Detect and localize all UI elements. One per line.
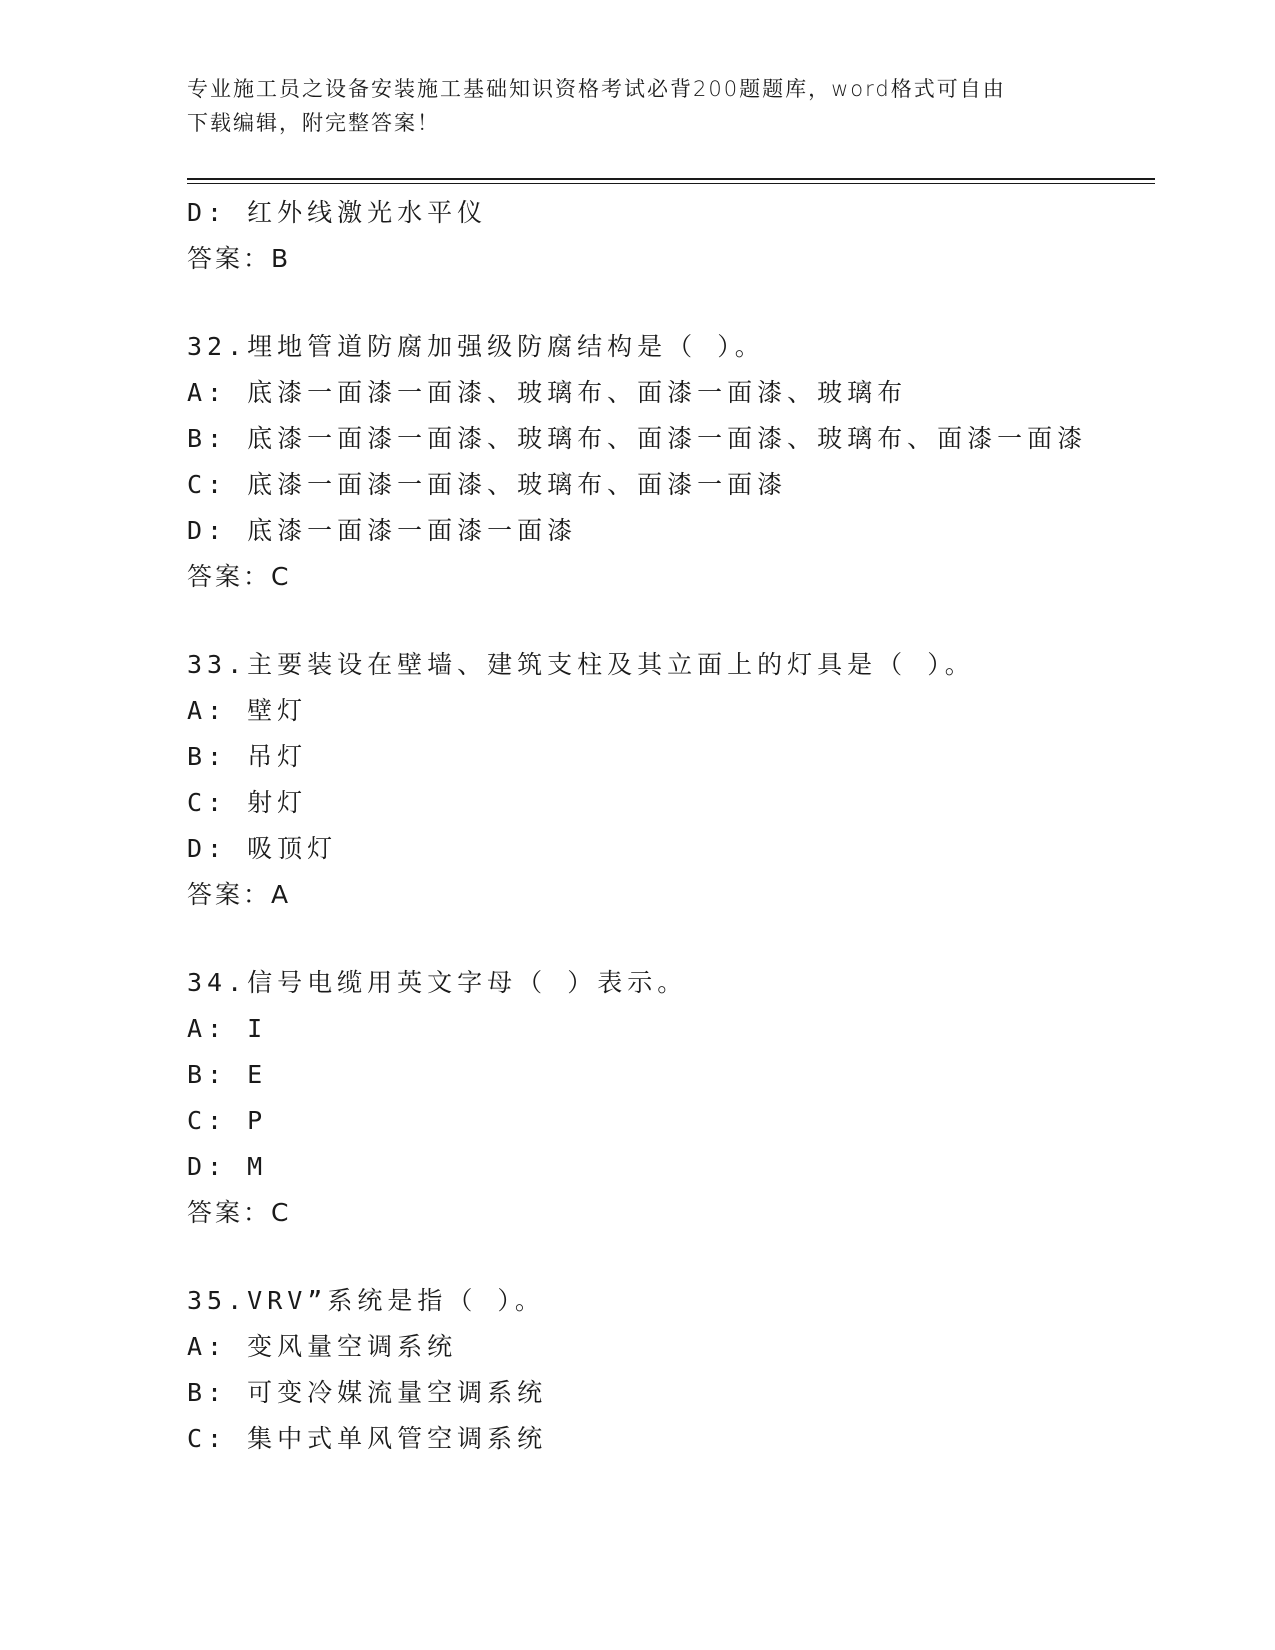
header-line-2: 下载编辑，附完整答案！ bbox=[187, 111, 440, 135]
question-32 bbox=[187, 324, 1155, 600]
option-d: D: 底漆一面漆一面漆一面漆 bbox=[187, 516, 578, 545]
document-header bbox=[187, 72, 1087, 140]
question-34 bbox=[187, 960, 1155, 1236]
option-c: C: 射灯 bbox=[187, 788, 308, 817]
option-d: D: 红外线激光水平仪 bbox=[187, 198, 488, 227]
option-b: B: 吊灯 bbox=[187, 742, 308, 771]
question-stem: 32.埋地管道防腐加强级防腐结构是（ ）。 bbox=[187, 332, 765, 361]
option-d: D: 吸顶灯 bbox=[187, 834, 338, 863]
option-b: B: 可变冷媒流量空调系统 bbox=[187, 1378, 548, 1407]
question-31-fragment bbox=[187, 190, 1155, 282]
spacer bbox=[187, 1236, 1155, 1278]
option-c: C: 集中式单风管空调系统 bbox=[187, 1424, 548, 1453]
option-b: B: 底漆一面漆一面漆、玻璃布、面漆一面漆、玻璃布、面漆一面漆 bbox=[187, 424, 1088, 453]
spacer bbox=[187, 918, 1155, 960]
question-stem: 34.信号电缆用英文字母（ ）表示。 bbox=[187, 968, 688, 997]
question-35 bbox=[187, 1278, 1155, 1462]
question-33 bbox=[187, 642, 1155, 918]
answer-line: 答案：C bbox=[187, 1198, 292, 1227]
question-stem: 33.主要装设在壁墙、建筑支柱及其立面上的灯具是（ ）。 bbox=[187, 650, 975, 679]
option-b: B: E bbox=[187, 1060, 268, 1089]
question-stem: 35.VRV”系统是指（ ）。 bbox=[187, 1286, 545, 1315]
option-a: A: 底漆一面漆一面漆、玻璃布、面漆一面漆、玻璃布 bbox=[187, 378, 908, 407]
option-a: A: 壁灯 bbox=[187, 696, 308, 725]
header-divider-thick bbox=[187, 178, 1155, 180]
option-a: A: 变风量空调系统 bbox=[187, 1332, 458, 1361]
option-c: C: 底漆一面漆一面漆、玻璃布、面漆一面漆 bbox=[187, 470, 788, 499]
answer-line: 答案：B bbox=[187, 244, 292, 273]
header-line-1: 专业施工员之设备安装施工基础知识资格考试必背200题题库，word格式可自由 bbox=[187, 77, 1006, 101]
question-list bbox=[187, 190, 1155, 1462]
option-c: C: P bbox=[187, 1106, 268, 1135]
option-a: A: I bbox=[187, 1014, 268, 1043]
option-d: D: M bbox=[187, 1152, 268, 1181]
spacer bbox=[187, 282, 1155, 324]
answer-line: 答案：A bbox=[187, 880, 292, 909]
spacer bbox=[187, 600, 1155, 642]
header-divider-thin bbox=[187, 183, 1155, 184]
answer-line: 答案：C bbox=[187, 562, 292, 591]
